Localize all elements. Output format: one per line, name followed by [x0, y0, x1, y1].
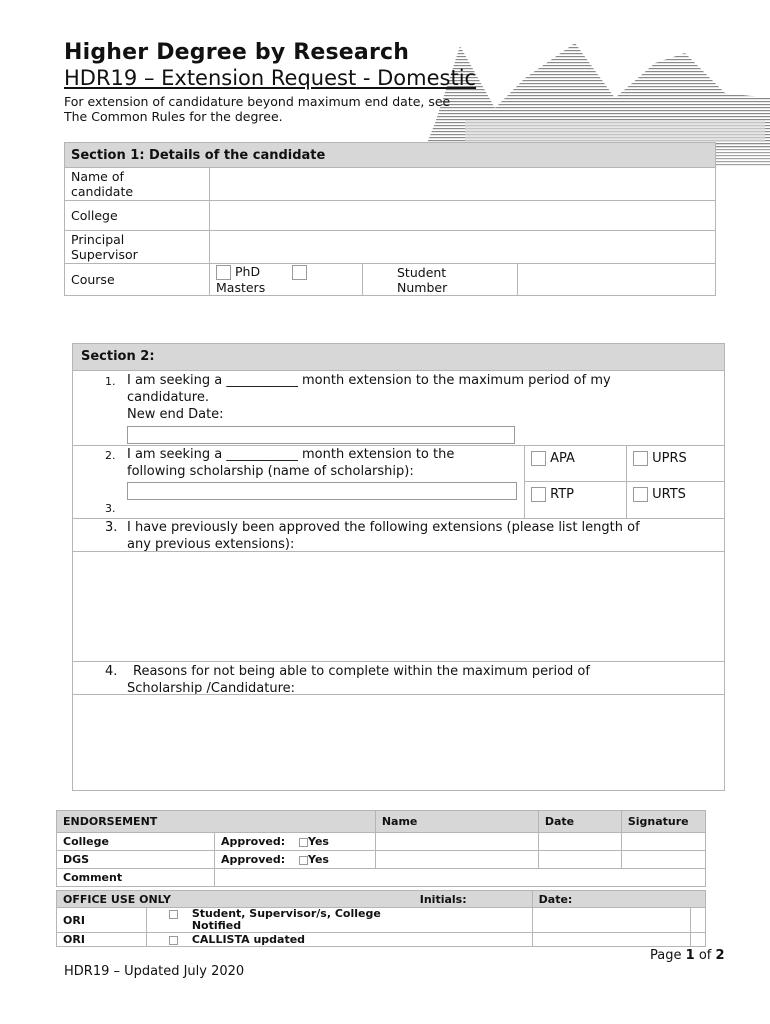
uprs-checkbox[interactable]: [633, 451, 648, 466]
office-date-header: Date:: [532, 891, 705, 908]
q2-text: I am seeking a ___________ month extension to the following scholarship (name of scholarship):: [127, 447, 455, 479]
uprs-option: UPRS: [633, 450, 687, 467]
college-date-field[interactable]: [538, 833, 621, 851]
masters-label: Masters: [216, 280, 266, 295]
course-options: PhD Masters: [210, 264, 363, 296]
notified-date-field[interactable]: [690, 908, 705, 933]
ori-task-callista: CALLISTA updated: [147, 933, 533, 947]
ori-label-1: ORI: [57, 908, 147, 933]
college-signature-field[interactable]: [621, 833, 705, 851]
q3-text: I have previously been approved the following extensions (please list length of any previous extensions):: [127, 520, 640, 552]
dgs-label: DGS: [57, 851, 215, 869]
notified-checkbox[interactable]: [169, 910, 178, 919]
callista-checkbox[interactable]: [169, 936, 178, 945]
name-field[interactable]: [210, 168, 716, 201]
college-yes-checkbox[interactable]: [299, 838, 308, 847]
callista-initials-field[interactable]: [532, 933, 690, 947]
supervisor-label: Principal Supervisor: [65, 231, 210, 264]
supervisor-field[interactable]: [210, 231, 716, 264]
intro-text: For extension of candidature beyond maximum end date, see The Common Rules for the degree.: [64, 94, 451, 124]
ori-label-2: ORI: [57, 933, 147, 947]
name-label: Name of candidate: [65, 168, 210, 201]
office-use-table: [56, 890, 706, 947]
dgs-date-field[interactable]: [538, 851, 621, 869]
college-field[interactable]: [210, 201, 716, 231]
dgs-name-field[interactable]: [375, 851, 538, 869]
form-subtitle: HDR19 – Extension Request - Domestic: [64, 66, 477, 90]
page-title: Higher Degree by Research: [64, 40, 410, 65]
rtp-checkbox[interactable]: [531, 487, 546, 502]
section2-heading: Section 2:: [81, 349, 155, 364]
date-column-header: Date: [538, 811, 621, 833]
comment-field[interactable]: [215, 869, 706, 887]
urts-checkbox[interactable]: [633, 487, 648, 502]
ori-task-notified: Student, Supervisor/s, College Notified: [147, 908, 533, 933]
previous-extensions-field[interactable]: [73, 552, 724, 661]
college-name-field[interactable]: [375, 833, 538, 851]
office-heading: OFFICE USE ONLY Initials:: [57, 891, 533, 908]
student-number-field[interactable]: [518, 264, 716, 296]
dgs-yes-checkbox[interactable]: [299, 856, 308, 865]
callista-date-field[interactable]: [690, 933, 705, 947]
q1-text: I am seeking a ___________ month extension to the maximum period of my candidature. New end Date:: [127, 373, 611, 422]
masters-checkbox[interactable]: [292, 265, 307, 280]
name-column-header: Name: [375, 811, 538, 833]
college-approval: Approved: Yes: [215, 833, 376, 851]
rtp-option: RTP: [531, 486, 574, 503]
urts-option: URTS: [633, 486, 686, 503]
section2-box: Section 2: 1. I am seeking a ___________ month extension to the maximum period of my candidature. New end Date: 2. I am seeking a ___________ month extension to the following scholarship (name of scholarship): 3. APA UPRS RTP URTS 3. I have previously been approved the following extensions (please list length of any previous extensions): 4. Reasons for not being able to complete within the maximum period of Scholarship /Candidature:: [72, 343, 725, 791]
endorsement-table: [56, 810, 706, 887]
student-number-label: Student Number: [363, 264, 518, 296]
scholarship-name-input[interactable]: [127, 482, 517, 500]
course-label: Course: [65, 264, 210, 296]
section1-heading: Section 1: Details of the candidate: [65, 143, 716, 168]
dgs-signature-field[interactable]: [621, 851, 705, 869]
apa-checkbox[interactable]: [531, 451, 546, 466]
footer-text: HDR19 – Updated July 2020: [64, 964, 245, 979]
dgs-approval: Approved: Yes: [215, 851, 376, 869]
endorsement-heading: ENDORSEMENT: [57, 811, 376, 833]
phd-checkbox[interactable]: [216, 265, 231, 280]
college-endorse-label: College: [57, 833, 215, 851]
section1-table: [64, 142, 716, 296]
reasons-field[interactable]: [73, 695, 724, 789]
college-label: College: [65, 201, 210, 231]
notified-initials-field[interactable]: [532, 908, 690, 933]
q4-text: Reasons for not being able to complete within the maximum period of Scholarship /Candidature:: [127, 664, 590, 696]
new-end-date-input[interactable]: [127, 426, 515, 444]
page-number: Page 1 of 2: [650, 948, 725, 963]
comment-label: Comment: [57, 869, 215, 887]
apa-option: APA: [531, 450, 575, 467]
signature-column-header: Signature: [621, 811, 705, 833]
